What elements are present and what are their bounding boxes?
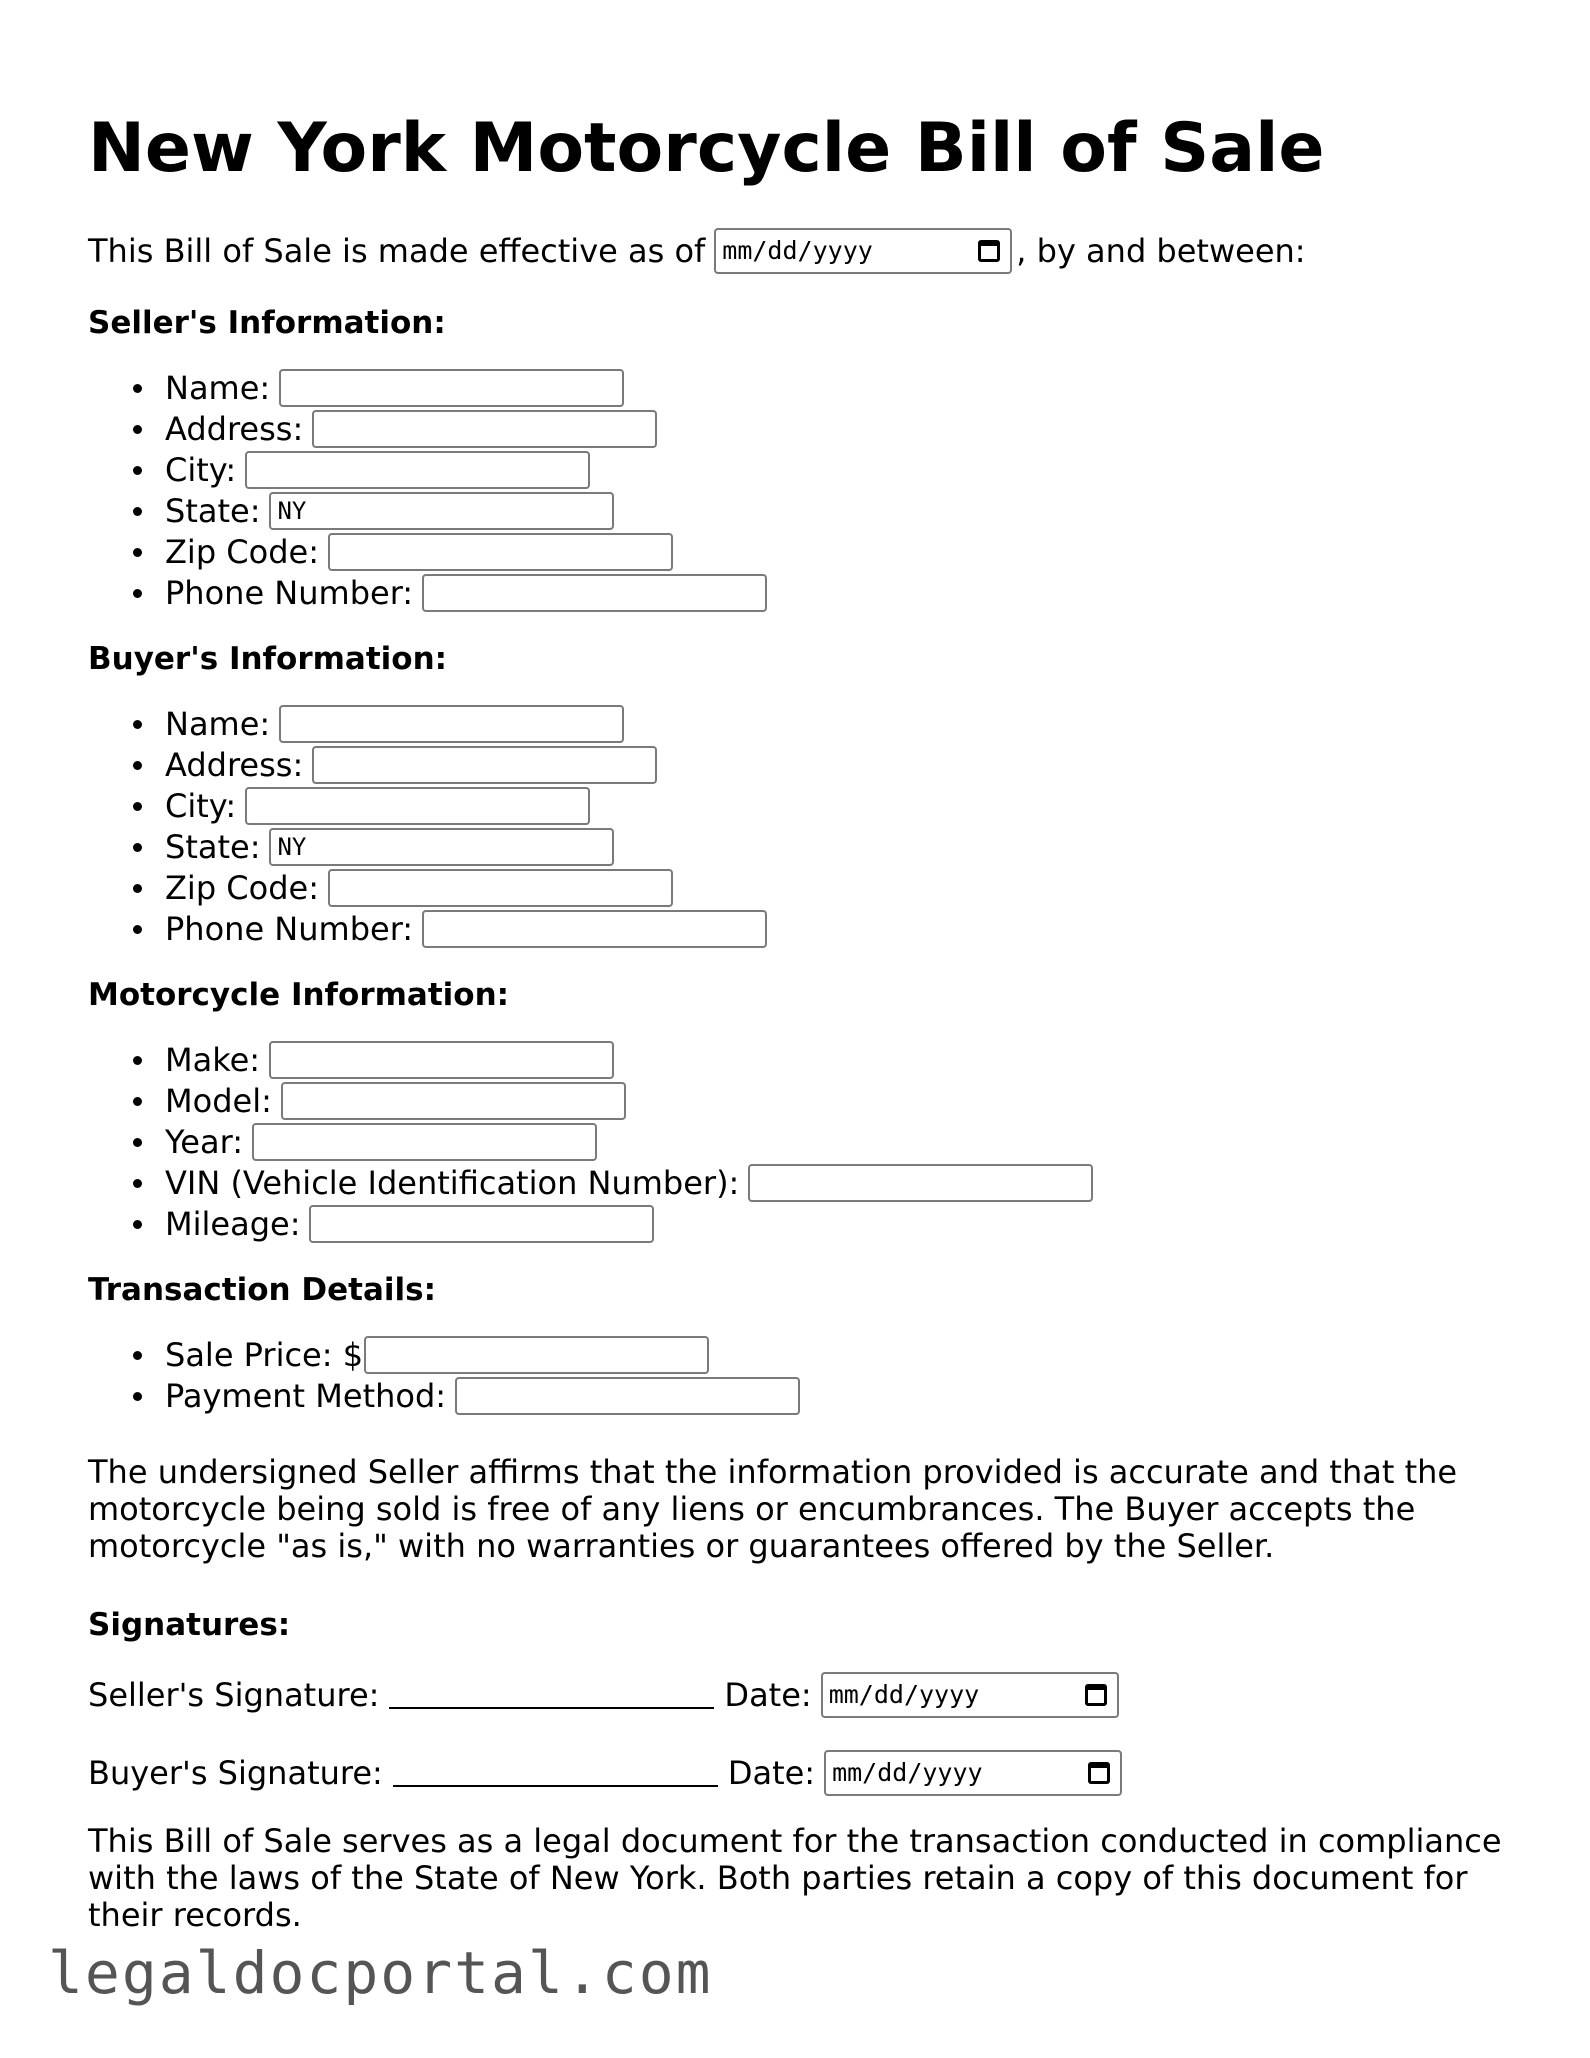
seller-name-input[interactable] [279, 369, 624, 407]
list-item [165, 867, 1528, 908]
seller-address-input[interactable] [312, 410, 657, 448]
seller-signature-line[interactable] [389, 1681, 714, 1709]
calendar-icon[interactable] [1088, 1762, 1110, 1784]
seller-city-input[interactable] [245, 451, 590, 489]
buyer-signature-line[interactable] [393, 1759, 718, 1787]
sale-price-input[interactable] [364, 1336, 709, 1374]
transaction-fields [88, 1334, 1528, 1416]
buyer-zip-input[interactable] [328, 869, 673, 907]
list-item [165, 1121, 1528, 1162]
seller-state-input[interactable] [269, 492, 614, 530]
intro-suffix: , by and between: [1016, 232, 1306, 270]
list-item [165, 703, 1528, 744]
buyer-address-input[interactable] [312, 746, 657, 784]
calendar-icon[interactable] [1085, 1684, 1107, 1706]
intro-line [88, 225, 1528, 277]
affirmation-paragraph: The undersigned Seller affirms that the information provided is accurate and that the motorcycle being sold is free of any liens or encumbrances. The Buyer accepts the motorcycle "as is," with no warranties or guarantees offered by the Seller. [88, 1453, 1458, 1565]
signatures-heading: Signatures: [88, 1607, 291, 1643]
list-item [165, 1334, 1528, 1375]
list-item [165, 449, 1528, 490]
mileage-label: Mileage: [165, 1204, 301, 1243]
payment-method-label: Payment Method: [165, 1376, 447, 1415]
effective-date-input[interactable] [714, 228, 1012, 274]
model-label: Model: [165, 1081, 272, 1120]
buyer-name-input[interactable] [279, 705, 624, 743]
buyer-name-label: Name: [165, 704, 271, 743]
buyer-fields [88, 703, 1528, 949]
page-title: New York Motorcycle Bill of Sale [88, 109, 1325, 188]
mileage-input[interactable] [309, 1205, 654, 1243]
closing-paragraph: This Bill of Sale serves as a legal document for the transaction conducted in compliance with the laws of the State of New York. Both parties retain a copy of this document for their records. [88, 1822, 1502, 1934]
calendar-icon[interactable] [978, 240, 1000, 262]
buyer-section-heading: Buyer's Information: [88, 641, 448, 677]
seller-address-label: Address: [165, 409, 304, 448]
buyer-phone-input[interactable] [422, 910, 767, 948]
list-item [165, 785, 1528, 826]
seller-fields [88, 367, 1528, 613]
list-item [165, 908, 1528, 949]
seller-date-input[interactable] [821, 1672, 1119, 1718]
seller-signature-label: Seller's Signature: [88, 1676, 380, 1714]
list-item [165, 1162, 1528, 1203]
seller-city-label: City: [165, 450, 237, 489]
effective-date-placeholder: mm/dd/yyyy [722, 236, 873, 265]
make-label: Make: [165, 1040, 261, 1079]
vin-label: VIN (Vehicle Identification Number): [165, 1163, 740, 1202]
model-input[interactable] [281, 1082, 626, 1120]
buyer-zip-label: Zip Code: [165, 868, 319, 907]
list-item [165, 826, 1528, 867]
buyer-city-label: City: [165, 786, 237, 825]
list-item [165, 490, 1528, 531]
list-item [165, 572, 1528, 613]
list-item [165, 1039, 1528, 1080]
payment-method-input[interactable] [455, 1377, 800, 1415]
buyer-state-label: State: [165, 827, 261, 866]
buyer-state-input[interactable] [269, 828, 614, 866]
list-item [165, 1375, 1528, 1416]
motorcycle-fields [88, 1039, 1528, 1244]
bill-of-sale-form [88, 105, 1528, 1934]
list-item [165, 531, 1528, 572]
seller-section-heading: Seller's Information: [88, 305, 446, 341]
list-item [165, 1080, 1528, 1121]
year-label: Year: [165, 1122, 243, 1161]
list-item [165, 1203, 1528, 1244]
list-item [165, 744, 1528, 785]
buyer-phone-label: Phone Number: [165, 909, 414, 948]
sale-price-label: Sale Price: $ [165, 1335, 364, 1374]
vin-input[interactable] [748, 1164, 1093, 1202]
list-item [165, 408, 1528, 449]
buyer-address-label: Address: [165, 745, 304, 784]
buyer-date-placeholder: mm/dd/yyyy [832, 1758, 983, 1787]
make-input[interactable] [269, 1041, 614, 1079]
year-input[interactable] [252, 1123, 597, 1161]
buyer-signature-row [88, 1749, 1528, 1797]
seller-date-placeholder: mm/dd/yyyy [828, 1680, 980, 1709]
transaction-section-heading: Transaction Details: [88, 1272, 436, 1308]
seller-phone-label: Phone Number: [165, 573, 414, 612]
seller-zip-input[interactable] [328, 533, 673, 571]
buyer-date-input[interactable] [824, 1750, 1122, 1796]
buyer-date-label: Date: [727, 1754, 816, 1792]
intro-prefix: This Bill of Sale is made effective as of [88, 232, 706, 270]
buyer-city-input[interactable] [245, 787, 590, 825]
seller-date-label: Date: [724, 1676, 812, 1714]
seller-phone-input[interactable] [422, 574, 767, 612]
list-item [165, 367, 1528, 408]
seller-name-label: Name: [165, 368, 271, 407]
seller-zip-label: Zip Code: [165, 532, 319, 571]
watermark: legaldocportal.com [48, 1939, 713, 2007]
seller-state-label: State: [165, 491, 261, 530]
motorcycle-section-heading: Motorcycle Information: [88, 977, 510, 1013]
seller-signature-row [88, 1671, 1528, 1719]
buyer-signature-label: Buyer's Signature: [88, 1754, 383, 1792]
